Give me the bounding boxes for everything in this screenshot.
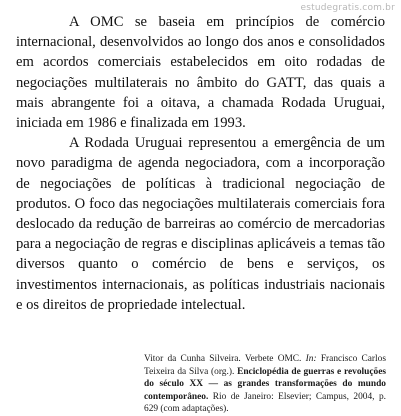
- citation-in-label: In:: [305, 354, 317, 364]
- citation-author: Vitor da Cunha Silveira. Verbete OMC.: [144, 354, 306, 364]
- paragraph-omc: A OMC se baseia em princípios de comércio internacional, desenvolvidos ao longo dos anos e consolidados em acordos comerciais estabelecidos em oito rodadas de negociações multilaterais no âmbito do GATT, das quais a mais abrangente foi a oitava, a chamada Rodada Uruguai, iniciada em 1986 e finalizada em 1993.: [16, 14, 385, 132]
- citation-publication: Rio de Janeiro: Elsevier; Campus, 2004, p. 629 (com adaptações).: [144, 391, 386, 415]
- citation-editor: Francisco Carlos Teixeira da Silva (org.).: [144, 354, 386, 377]
- citation-book-title: Enciclopédia de guerras e revoluções do século XX — as grandes transformações do mundo contemporâneo.: [144, 366, 386, 402]
- text-body: [16, 10, 385, 315]
- site-watermark: estudegratis.com.br: [300, 3, 395, 13]
- source-citation: [144, 353, 386, 416]
- paragraph-rodada-uruguai: A Rodada Uruguai representou a emergência de um novo paradigma de agenda negociadora, com a incorporação de negociações de políticas à tradicional negociação de produtos. O foco das negociações multilaterais comerciais fora deslocado da redução de barreiras ao comércio de mercadorias para a negociação de regras e disciplinas aplicáveis a temas tão diversos quanto o comércio de bens e serviços, os investimentos internacionais, as políticas industriais nacionais e os direitos de propriedade intelectual.: [16, 135, 385, 313]
